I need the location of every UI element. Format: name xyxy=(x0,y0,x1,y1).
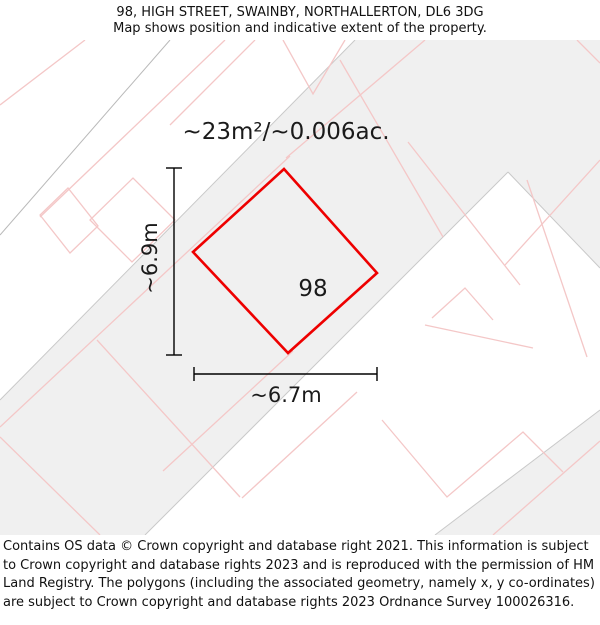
map-header xyxy=(0,0,600,37)
property-address-title: 98, HIGH STREET, SWAINBY, NORTHALLERTON, DL6 3DG xyxy=(116,5,484,20)
width-dimension-label: ~6.7m xyxy=(250,383,322,407)
height-dimension-label: ~6.9m xyxy=(138,222,162,294)
map-description-subtitle: Map shows position and indicative extent of the property. xyxy=(113,21,487,36)
area-label: ~23m²/~0.006ac. xyxy=(182,119,390,145)
map-svg xyxy=(0,40,600,535)
plot-number-label: 98 xyxy=(298,276,328,302)
copyright-footer: Contains OS data © Crown copyright and database right 2021. This information is subject to Crown copyright and database rights 2023 and is reproduced with the permission of HM Land Registry. The polygons (including the associated geometry, namely x, y co-ordinates) are subject to Crown copyright and database rights 2023 Ordnance Survey 100026316. xyxy=(3,539,595,610)
map-canvas xyxy=(0,40,600,535)
